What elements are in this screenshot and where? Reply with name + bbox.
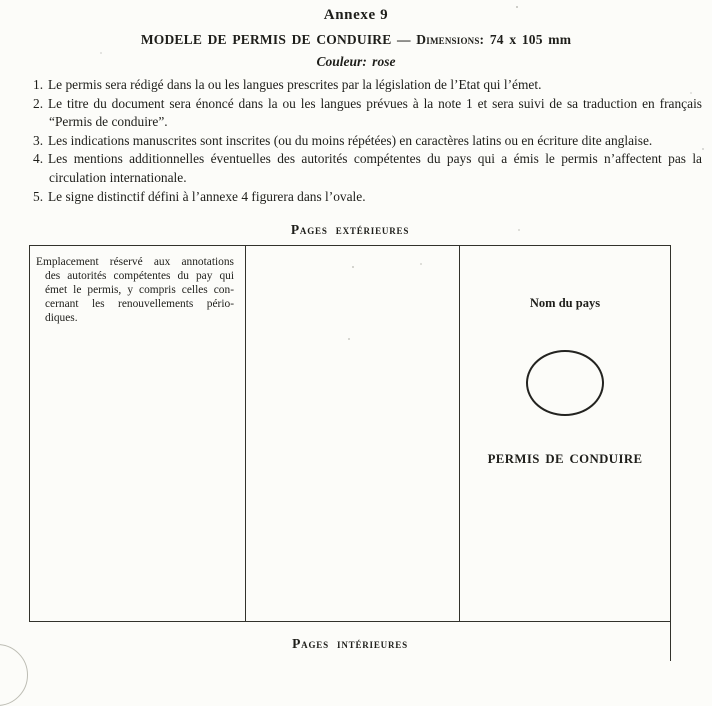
note-text: Le titre du document sera énoncé dans la ou les langues prévues à la note 1 et sera suivi de sa traduction en français “Permis de conduire”.: [48, 95, 702, 130]
annotations-line: cernant les renouvellements pério-: [45, 298, 234, 310]
distinctive-sign-oval: [526, 350, 604, 416]
document-subtitle: [0, 32, 712, 48]
note-item-1: [33, 76, 702, 95]
scan-artifact-speckles: [516, 6, 518, 8]
note-number: 4.: [33, 151, 44, 167]
color-note: Couleur: rose: [316, 54, 396, 69]
country-name-label: Nom du pays: [529, 296, 601, 310]
blank-middle-cell: [245, 246, 459, 621]
permit-title: PERMIS DE CONDUIRE: [487, 452, 643, 466]
annotations-line: diques.: [45, 312, 78, 324]
note-text: Les indications manuscrites sont inscrites (ou du moins répétées) en caractères latins ou en écriture dite anglaise.: [48, 132, 653, 148]
subtitle-main: MODELE DE PERMIS DE CONDUIRE —: [140, 32, 417, 47]
annotations-line: des autorités compétentes du pay qui: [45, 270, 234, 282]
note-number: 3.: [33, 132, 44, 148]
note-number: 1.: [33, 77, 44, 92]
outer-pages-caption: Pages extérieures: [290, 222, 410, 237]
annotations-line: Emplacement réservé aux annotations: [36, 256, 234, 268]
notes-list: [33, 76, 702, 206]
dimensions-label: Dimensions:: [416, 32, 485, 47]
note-text: Le signe distinctif défini à l’annexe 4 figurera dans l’ovale.: [48, 188, 366, 204]
annotations-text: [30, 246, 245, 325]
note-text: Les mentions additionnelles éventuelles des autorités compétentes du pays qui a émis le permis n’affectent pas la circulation internationale.: [48, 151, 702, 185]
note-number: 5.: [33, 188, 44, 204]
note-number: 2.: [33, 95, 44, 111]
note-text: Le permis sera rédigé dans la ou les langues prescrites par la législation de l’Etat qui l’émet.: [48, 77, 542, 92]
permit-layout-table: [29, 245, 671, 622]
scan-artifact-curve: [0, 644, 28, 706]
annotations-cell: [30, 246, 245, 621]
note-item-2: [33, 95, 702, 132]
note-item-5: [33, 188, 702, 207]
note-item-4: [33, 150, 702, 187]
document-header: [0, 0, 712, 70]
dimensions-value: 74 x 105 mm: [484, 32, 572, 47]
inner-pages-caption: Pages intérieures: [292, 636, 408, 651]
note-item-3: [33, 132, 702, 151]
page-title: Annexe 9: [323, 7, 389, 23]
annotations-line: émet le permis, y compris celles con-: [45, 284, 234, 296]
cover-cell: [459, 246, 670, 621]
